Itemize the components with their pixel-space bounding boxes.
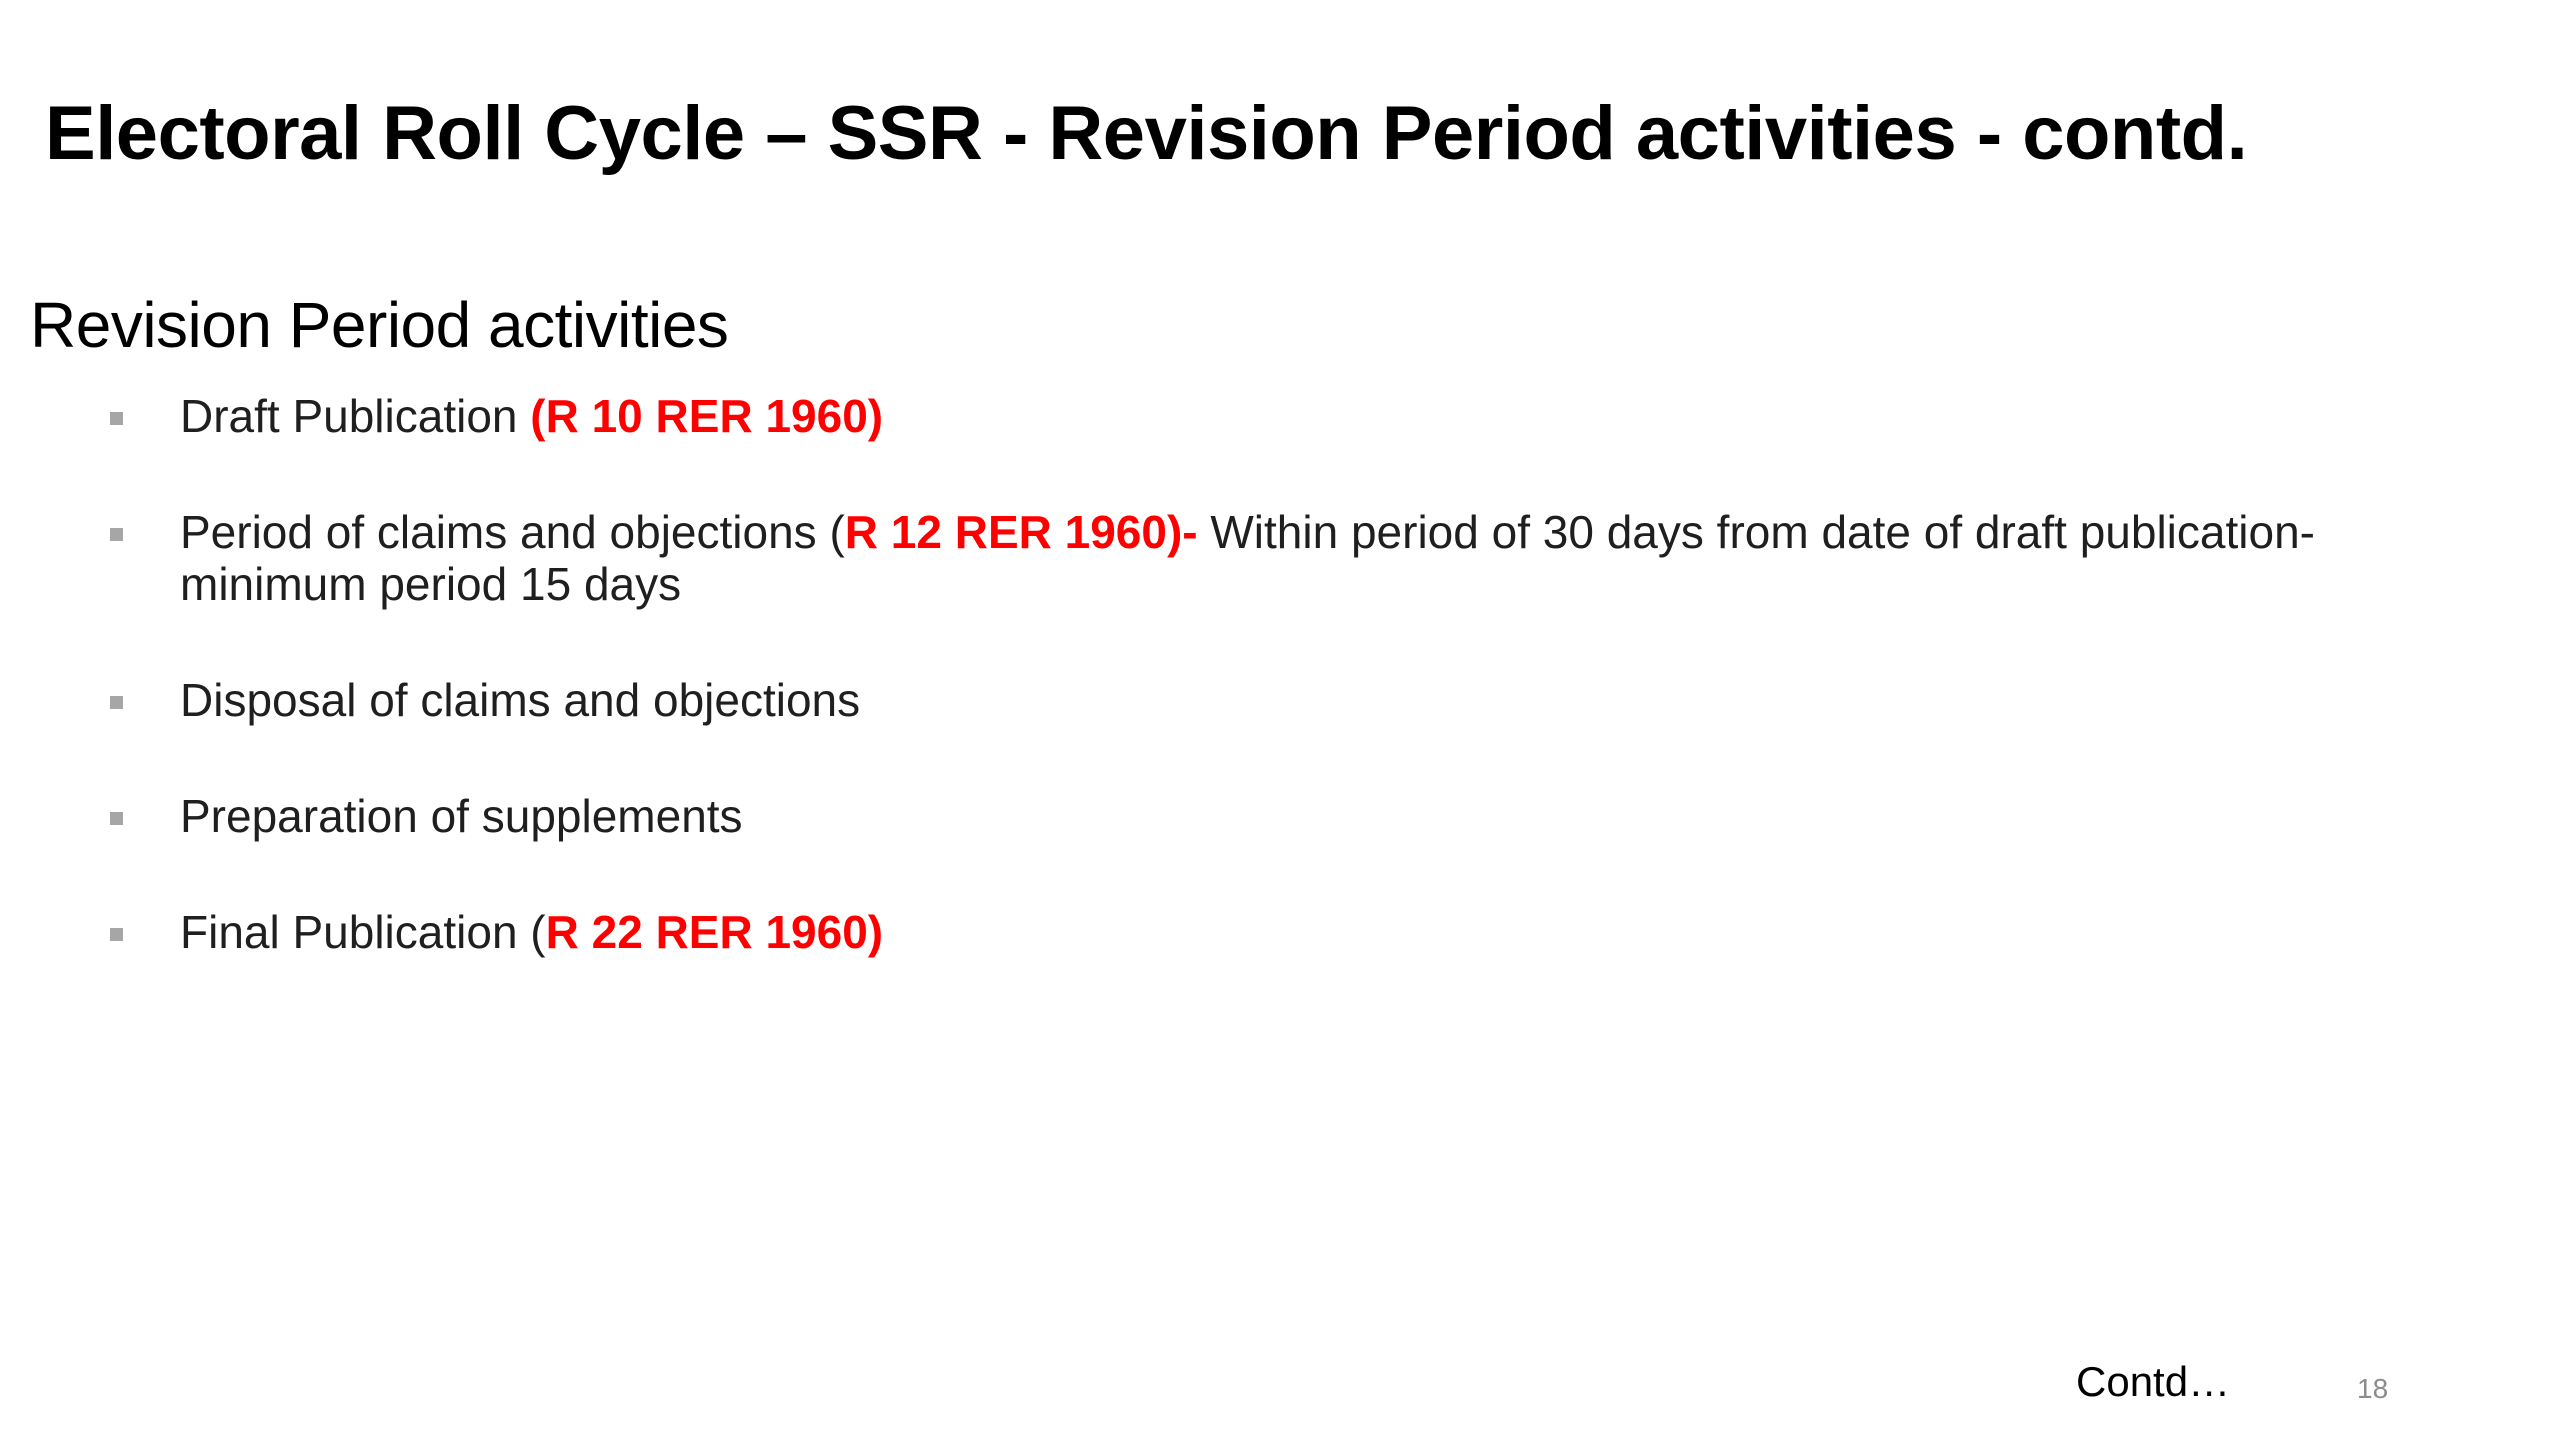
slide-title: Electoral Roll Cycle – SSR - Revision Period activities - contd. bbox=[45, 91, 2248, 176]
list-item-claims-objections bbox=[110, 506, 2510, 610]
continued-note: Contd… bbox=[2076, 1358, 2231, 1405]
square-bullet-icon bbox=[110, 696, 123, 709]
bullet-text: Period of claims and objections ( bbox=[180, 506, 845, 558]
page-number: 18 bbox=[2357, 1373, 2389, 1404]
square-bullet-icon bbox=[110, 412, 123, 425]
list-item-final-publication bbox=[110, 906, 2510, 958]
bullet-text-after: Within period of 30 days from date of draft publication- minimum period 15 days bbox=[180, 506, 2315, 610]
list-item-supplements bbox=[110, 790, 2510, 842]
bullet-text: Draft Publication bbox=[180, 390, 531, 442]
bullet-text: Preparation of supplements bbox=[180, 790, 743, 842]
square-bullet-icon bbox=[110, 528, 123, 541]
square-bullet-icon bbox=[110, 928, 123, 941]
square-bullet-icon bbox=[110, 812, 123, 825]
rule-reference: (R 10 RER 1960) bbox=[530, 390, 884, 442]
rule-reference: R 12 RER 1960)- bbox=[844, 506, 1198, 558]
section-heading: Revision Period activities bbox=[30, 289, 729, 361]
rule-reference: R 22 RER 1960) bbox=[545, 906, 884, 958]
bullet-text: Disposal of claims and objections bbox=[180, 674, 861, 726]
list-item-draft-publication bbox=[110, 390, 2510, 442]
list-item-disposal bbox=[110, 674, 2510, 726]
bullet-text: Final Publication ( bbox=[180, 906, 546, 958]
bullet-list bbox=[110, 390, 2510, 1022]
